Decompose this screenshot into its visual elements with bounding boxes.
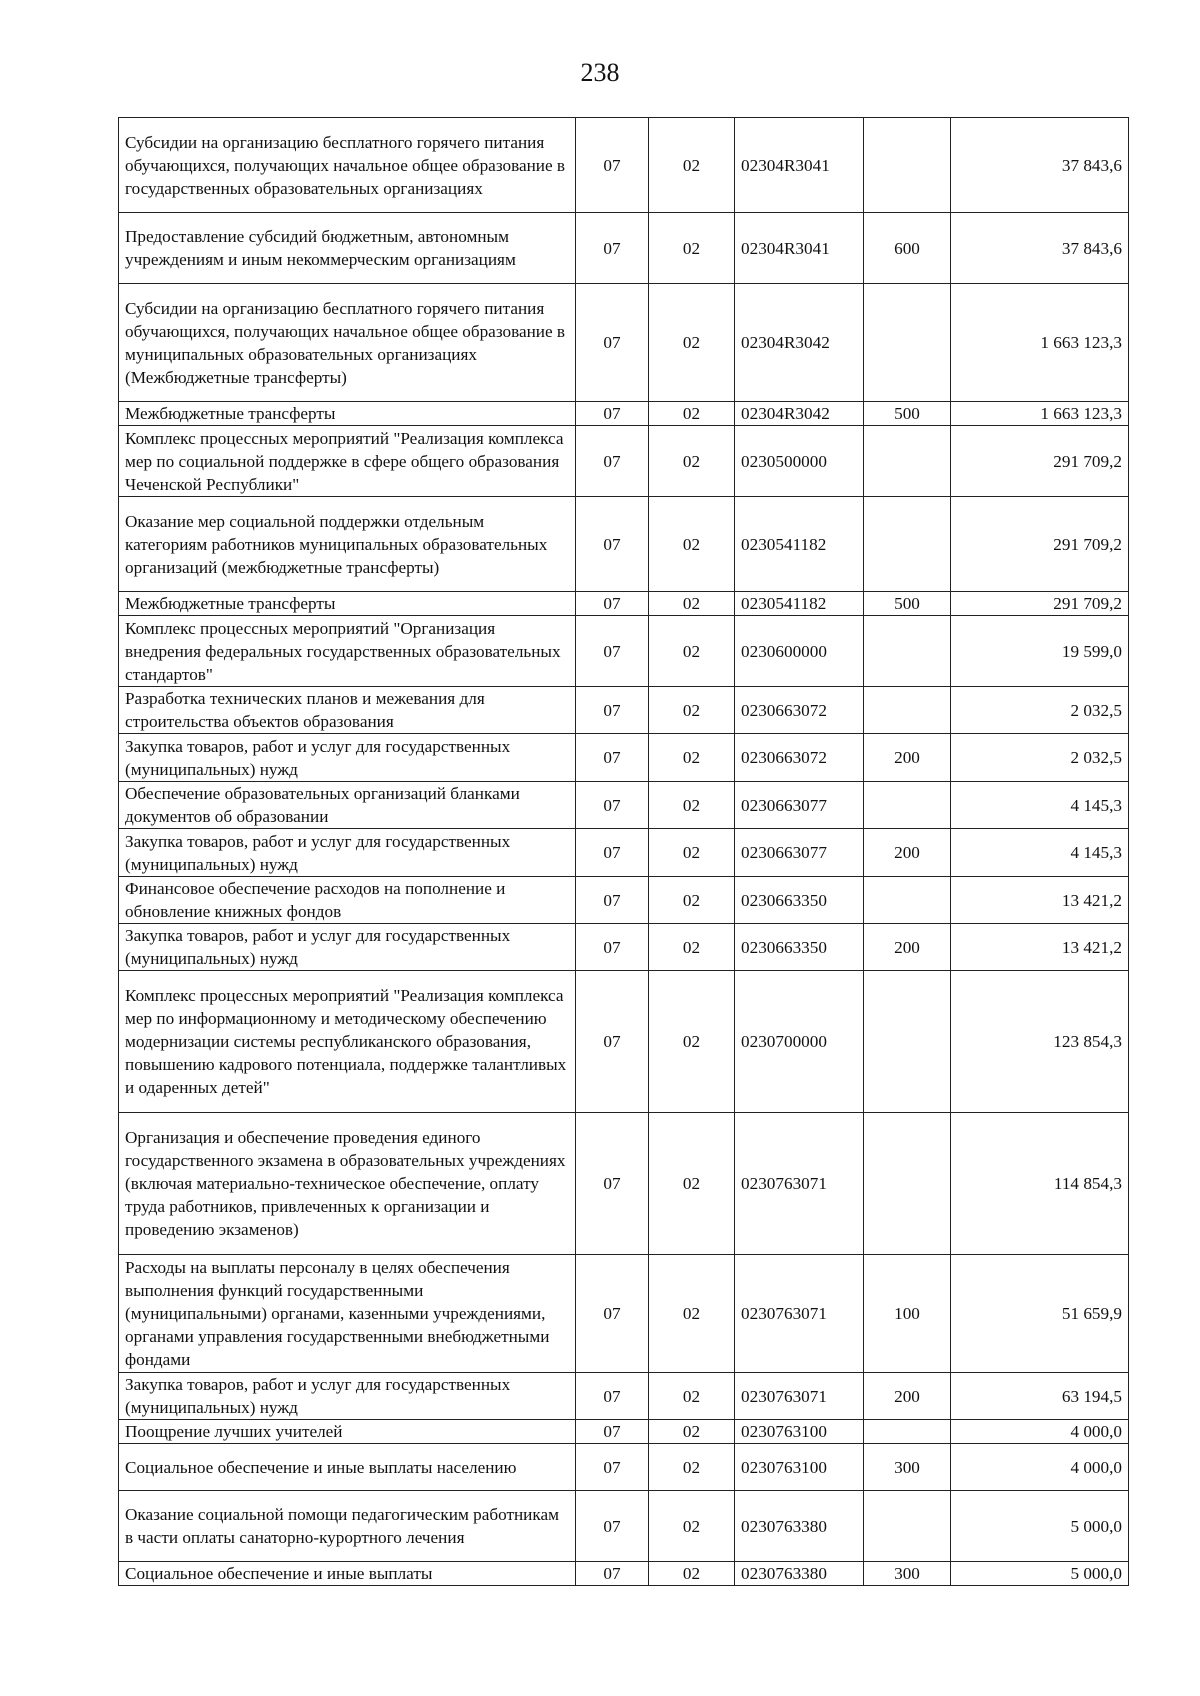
row-subsection: 02 xyxy=(649,687,735,734)
table-row xyxy=(119,877,1129,924)
row-type: 300 xyxy=(864,1444,951,1491)
budget-table-body xyxy=(119,118,1129,1586)
row-name: Межбюджетные трансферты xyxy=(119,402,576,426)
row-subsection: 02 xyxy=(649,1373,735,1420)
row-type: 100 xyxy=(864,1255,951,1373)
row-name: Закупка товаров, работ и услуг для государственных (муниципальных) нужд xyxy=(119,829,576,877)
row-subsection: 02 xyxy=(649,118,735,213)
row-amount: 5 000,0 xyxy=(951,1491,1129,1562)
row-type xyxy=(864,1491,951,1562)
table-row xyxy=(119,687,1129,734)
row-section: 07 xyxy=(576,497,649,592)
row-name: Финансовое обеспечение расходов на пополнение и обновление книжных фондов xyxy=(119,877,576,924)
row-amount: 13 421,2 xyxy=(951,877,1129,924)
table-row xyxy=(119,1491,1129,1562)
row-name: Закупка товаров, работ и услуг для государственных (муниципальных) нужд xyxy=(119,924,576,971)
row-code: 0230663077 xyxy=(735,829,864,877)
row-name: Комплекс процессных мероприятий "Организация внедрения федеральных государственных образовательных стандартов" xyxy=(119,616,576,687)
row-type xyxy=(864,616,951,687)
row-type xyxy=(864,497,951,592)
row-type xyxy=(864,426,951,497)
row-section: 07 xyxy=(576,924,649,971)
budget-table xyxy=(118,117,1129,1586)
row-name: Предоставление субсидий бюджетным, автономным учреждениям и иным некоммерческим организациям xyxy=(119,213,576,284)
row-name: Расходы на выплаты персоналу в целях обеспечения выполнения функций государственными (муниципальными) органами, казенными учреждениями, органами управления государственными внебюджетными фондами xyxy=(119,1255,576,1373)
row-amount: 291 709,2 xyxy=(951,592,1129,616)
row-section: 07 xyxy=(576,426,649,497)
row-type: 300 xyxy=(864,1562,951,1586)
row-subsection: 02 xyxy=(649,971,735,1113)
table-row xyxy=(119,1113,1129,1255)
row-name: Закупка товаров, работ и услуг для государственных (муниципальных) нужд xyxy=(119,734,576,782)
row-amount: 37 843,6 xyxy=(951,213,1129,284)
row-type: 200 xyxy=(864,829,951,877)
row-code: 0230700000 xyxy=(735,971,864,1113)
row-code: 0230663350 xyxy=(735,877,864,924)
row-name: Субсидии на организацию бесплатного горячего питания обучающихся, получающих начальное общее образование в муниципальных образовательных организациях (Межбюджетные трансферты) xyxy=(119,284,576,402)
row-subsection: 02 xyxy=(649,213,735,284)
row-amount: 114 854,3 xyxy=(951,1113,1129,1255)
row-name: Социальное обеспечение и иные выплаты населению xyxy=(119,1444,576,1491)
row-amount: 4 145,3 xyxy=(951,782,1129,829)
table-row xyxy=(119,1444,1129,1491)
row-amount: 4 145,3 xyxy=(951,829,1129,877)
row-type xyxy=(864,1420,951,1444)
row-type xyxy=(864,118,951,213)
row-amount: 2 032,5 xyxy=(951,687,1129,734)
row-section: 07 xyxy=(576,829,649,877)
row-section: 07 xyxy=(576,1491,649,1562)
table-row xyxy=(119,734,1129,782)
row-amount: 1 663 123,3 xyxy=(951,284,1129,402)
row-section: 07 xyxy=(576,213,649,284)
table-row xyxy=(119,616,1129,687)
row-section: 07 xyxy=(576,687,649,734)
row-amount: 4 000,0 xyxy=(951,1420,1129,1444)
row-subsection: 02 xyxy=(649,497,735,592)
row-type: 200 xyxy=(864,1373,951,1420)
row-name: Оказание мер социальной поддержки отдельным категориям работников муниципальных образовательных организаций (межбюджетные трансферты) xyxy=(119,497,576,592)
row-type xyxy=(864,877,951,924)
table-row xyxy=(119,118,1129,213)
row-name: Социальное обеспечение и иные выплаты xyxy=(119,1562,576,1586)
row-type xyxy=(864,1113,951,1255)
row-code: 0230541182 xyxy=(735,592,864,616)
row-code: 02304R3042 xyxy=(735,402,864,426)
row-subsection: 02 xyxy=(649,616,735,687)
table-row xyxy=(119,924,1129,971)
row-name: Разработка технических планов и межевания для строительства объектов образования xyxy=(119,687,576,734)
table-row xyxy=(119,426,1129,497)
row-subsection: 02 xyxy=(649,592,735,616)
table-row xyxy=(119,1255,1129,1373)
row-subsection: 02 xyxy=(649,1255,735,1373)
row-name: Субсидии на организацию бесплатного горячего питания обучающихся, получающих начальное общее образование в государственных образовательных организациях xyxy=(119,118,576,213)
row-subsection: 02 xyxy=(649,829,735,877)
row-section: 07 xyxy=(576,284,649,402)
row-amount: 37 843,6 xyxy=(951,118,1129,213)
row-code: 0230663072 xyxy=(735,687,864,734)
row-amount: 291 709,2 xyxy=(951,426,1129,497)
row-name: Комплекс процессных мероприятий "Реализация комплекса мер по информационному и методическому обеспечению модернизации системы республиканского образования, повышению кадрового потенциала, поддержке талантливых и одаренных детей" xyxy=(119,971,576,1113)
row-type: 500 xyxy=(864,592,951,616)
row-type: 200 xyxy=(864,924,951,971)
row-code: 0230763380 xyxy=(735,1491,864,1562)
row-name: Комплекс процессных мероприятий "Реализация комплекса мер по социальной поддержке в сфере общего образования Чеченской Республики" xyxy=(119,426,576,497)
row-section: 07 xyxy=(576,782,649,829)
row-subsection: 02 xyxy=(649,734,735,782)
row-code: 0230663350 xyxy=(735,924,864,971)
table-row xyxy=(119,284,1129,402)
row-type: 600 xyxy=(864,213,951,284)
row-type xyxy=(864,687,951,734)
row-section: 07 xyxy=(576,1113,649,1255)
table-row xyxy=(119,782,1129,829)
row-type: 200 xyxy=(864,734,951,782)
table-row xyxy=(119,497,1129,592)
row-name: Обеспечение образовательных организаций бланками документов об образовании xyxy=(119,782,576,829)
row-amount: 13 421,2 xyxy=(951,924,1129,971)
row-code: 0230763380 xyxy=(735,1562,864,1586)
row-subsection: 02 xyxy=(649,402,735,426)
row-subsection: 02 xyxy=(649,1491,735,1562)
table-row xyxy=(119,402,1129,426)
row-code: 02304R3041 xyxy=(735,213,864,284)
row-code: 0230600000 xyxy=(735,616,864,687)
row-code: 0230500000 xyxy=(735,426,864,497)
row-type xyxy=(864,284,951,402)
row-amount: 5 000,0 xyxy=(951,1562,1129,1586)
row-code: 0230541182 xyxy=(735,497,864,592)
table-row xyxy=(119,1420,1129,1444)
row-code: 0230763071 xyxy=(735,1113,864,1255)
row-type xyxy=(864,971,951,1113)
row-section: 07 xyxy=(576,734,649,782)
row-section: 07 xyxy=(576,1255,649,1373)
row-section: 07 xyxy=(576,1562,649,1586)
row-type: 500 xyxy=(864,402,951,426)
row-subsection: 02 xyxy=(649,426,735,497)
row-amount: 2 032,5 xyxy=(951,734,1129,782)
row-subsection: 02 xyxy=(649,782,735,829)
row-subsection: 02 xyxy=(649,924,735,971)
row-type xyxy=(864,782,951,829)
row-subsection: 02 xyxy=(649,1420,735,1444)
row-code: 0230763071 xyxy=(735,1373,864,1420)
table-row xyxy=(119,829,1129,877)
table-row xyxy=(119,213,1129,284)
row-section: 07 xyxy=(576,592,649,616)
row-subsection: 02 xyxy=(649,1444,735,1491)
row-amount: 123 854,3 xyxy=(951,971,1129,1113)
row-name: Организация и обеспечение проведения единого государственного экзамена в образовательных учреждениях (включая материально-техническое обеспечение, оплату труда работников, привлеченных к организации и проведению экзаменов) xyxy=(119,1113,576,1255)
row-code: 02304R3042 xyxy=(735,284,864,402)
page-number: 238 xyxy=(580,58,620,87)
row-name: Закупка товаров, работ и услуг для государственных (муниципальных) нужд xyxy=(119,1373,576,1420)
row-section: 07 xyxy=(576,877,649,924)
row-section: 07 xyxy=(576,1373,649,1420)
row-code: 0230763100 xyxy=(735,1420,864,1444)
row-amount: 19 599,0 xyxy=(951,616,1129,687)
row-section: 07 xyxy=(576,971,649,1113)
row-subsection: 02 xyxy=(649,877,735,924)
table-row xyxy=(119,1373,1129,1420)
table-row xyxy=(119,971,1129,1113)
row-subsection: 02 xyxy=(649,284,735,402)
row-subsection: 02 xyxy=(649,1113,735,1255)
row-code: 0230763100 xyxy=(735,1444,864,1491)
row-amount: 51 659,9 xyxy=(951,1255,1129,1373)
row-section: 07 xyxy=(576,616,649,687)
row-code: 02304R3041 xyxy=(735,118,864,213)
table-row xyxy=(119,1562,1129,1586)
table-row xyxy=(119,592,1129,616)
row-name: Межбюджетные трансферты xyxy=(119,592,576,616)
row-amount: 1 663 123,3 xyxy=(951,402,1129,426)
row-section: 07 xyxy=(576,1444,649,1491)
row-amount: 63 194,5 xyxy=(951,1373,1129,1420)
row-amount: 291 709,2 xyxy=(951,497,1129,592)
row-section: 07 xyxy=(576,1420,649,1444)
row-code: 0230663077 xyxy=(735,782,864,829)
row-section: 07 xyxy=(576,118,649,213)
row-code: 0230663072 xyxy=(735,734,864,782)
row-subsection: 02 xyxy=(649,1562,735,1586)
row-code: 0230763071 xyxy=(735,1255,864,1373)
row-amount: 4 000,0 xyxy=(951,1444,1129,1491)
row-name: Поощрение лучших учителей xyxy=(119,1420,576,1444)
row-name: Оказание социальной помощи педагогическим работникам в части оплаты санаторно-курортного лечения xyxy=(119,1491,576,1562)
row-section: 07 xyxy=(576,402,649,426)
